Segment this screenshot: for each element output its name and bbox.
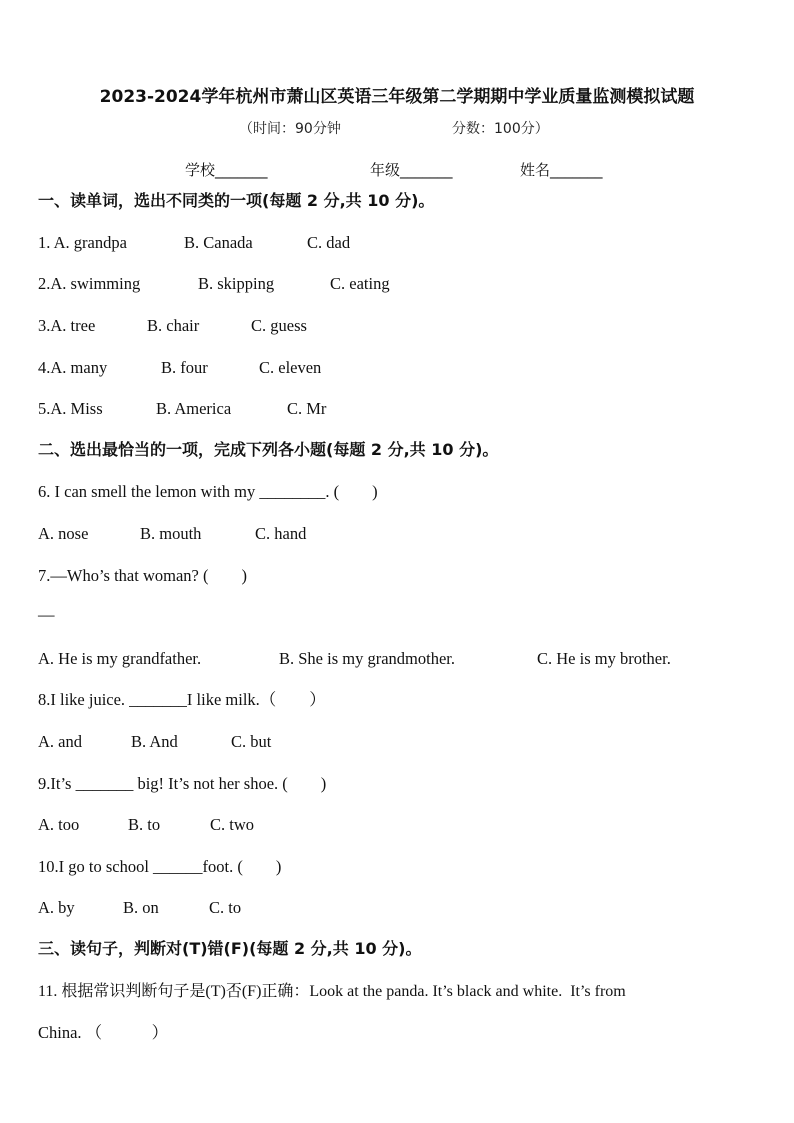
q4-option-c: C. eleven	[259, 358, 322, 377]
q6-option-a: A. nose	[38, 524, 89, 543]
q10-option-b: B. on	[123, 898, 159, 917]
q6-option-b: B. mouth	[140, 524, 202, 543]
q2-option-b: B. skipping	[198, 274, 275, 293]
q5-option-b: B. America	[156, 399, 232, 418]
q9-option-a: A. too	[38, 815, 80, 834]
q8-option-b: B. And	[131, 732, 178, 751]
q7-answer-dash: —	[38, 605, 55, 624]
q3-option-c: C. guess	[251, 316, 307, 335]
q1-option-b: B. Canada	[184, 233, 253, 252]
q10-option-a: A. by	[38, 898, 75, 917]
section-2-heading: 二、选出最恰当的一项，完成下列各小题(每题 2 分,共 10 分)。	[38, 440, 499, 459]
q2-option-c: C. eating	[330, 274, 390, 293]
exam-time: （时间：90分钟	[239, 121, 341, 137]
q7-stem: 7.—Who’s that woman? ( )	[38, 566, 247, 585]
section-3-heading: 三、读句子，判断对(T)错(F)(每题 2 分,共 10 分)。	[38, 939, 422, 958]
q9-option-c: C. two	[210, 815, 255, 834]
q9-option-b: B. to	[128, 815, 161, 834]
q7-option-c: C. He is my brother.	[537, 649, 671, 668]
q11-line-2: China. （ ）	[38, 1023, 169, 1042]
q7-option-b: B. She is my grandmother.	[279, 649, 455, 668]
q8-stem: 8.I like juice. _______I like milk.（ ）	[38, 690, 326, 709]
q3-option-a: 3.A. tree	[38, 316, 96, 335]
q2-option-a: 2.A. swimming	[38, 274, 141, 293]
q1-option-a: 1. A. grandpa	[38, 233, 127, 252]
q5-option-a: 5.A. Miss	[38, 399, 103, 418]
q6-stem: 6. I can smell the lemon with my ________. ( )	[38, 482, 378, 501]
q6-option-c: C. hand	[255, 524, 307, 543]
q9-stem: 9.It’s _______ big! It’s not her shoe. ( )	[38, 774, 327, 793]
q7-option-a: A. He is my grandfather.	[38, 649, 202, 668]
q1-option-c: C. dad	[307, 233, 351, 252]
school-field: 学校_______	[185, 161, 268, 179]
q11-line-1: 11. 根据常识判断句子是(T)否(F)正确：Look at the panda. It’s black and white. It’s from	[38, 983, 626, 1000]
q10-option-c: C. to	[209, 898, 242, 917]
q10-stem: 10.I go to school ______foot. ( )	[38, 857, 282, 876]
q3-option-b: B. chair	[147, 316, 200, 335]
exam-title: 2023-2024学年杭州市萧山区英语三年级第二学期期中学业质量监测模拟试题	[99, 87, 695, 107]
exam-score: 分数：100分）	[452, 121, 549, 137]
section-1-heading: 一、读单词，选出不同类的一项(每题 2 分,共 10 分)。	[38, 191, 435, 210]
q5-option-c: C. Mr	[287, 399, 327, 418]
q8-option-c: C. but	[231, 732, 272, 751]
q4-option-b: B. four	[161, 358, 208, 377]
q8-option-a: A. and	[38, 732, 82, 751]
name-field: 姓名_______	[520, 161, 603, 179]
q4-option-a: 4.A. many	[38, 358, 108, 377]
grade-field: 年级_______	[370, 161, 453, 179]
